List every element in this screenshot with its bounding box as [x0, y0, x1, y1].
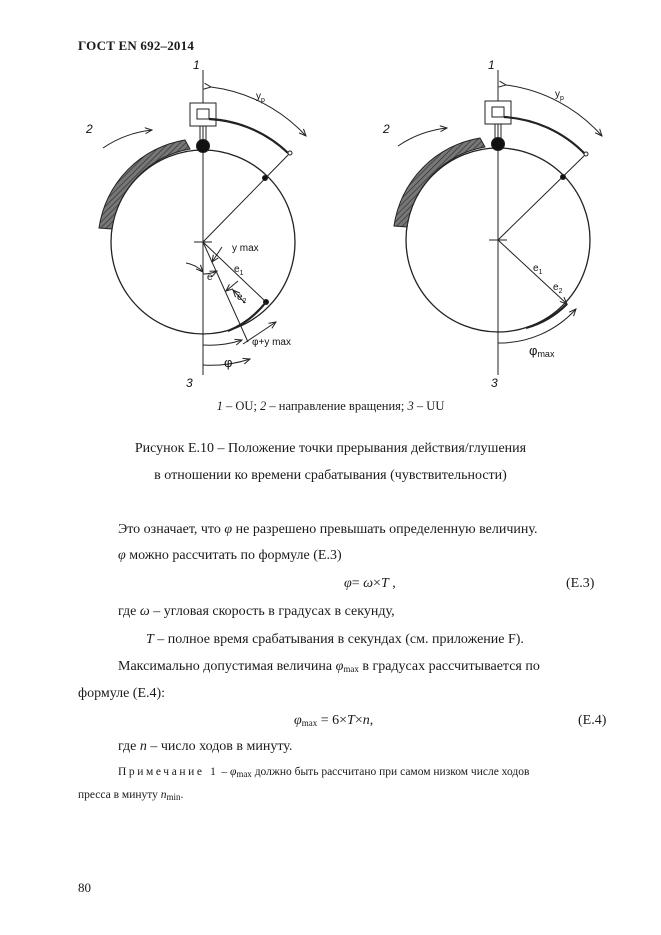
- right-diagram: [394, 70, 602, 375]
- paragraph-2: φ можно рассчитать по формуле (E.3): [118, 548, 342, 563]
- formula-e3: φ= ω×T ,: [344, 576, 396, 591]
- left-radius-upper: [203, 153, 290, 242]
- svg-text:e2: $e_2$: [553, 282, 563, 295]
- callout-1-right: 1: [488, 58, 495, 72]
- note-line2: пресса в минуту $n_{min}$.: [78, 789, 184, 802]
- svg-text:e1: $e_1$: [533, 263, 543, 276]
- svg-text:e2: $e_2$: [237, 292, 247, 305]
- document-header: ГОСТ EN 692–2014: [78, 38, 195, 53]
- right-rotation-arrow: [398, 128, 447, 146]
- callout-3-right: 3: [491, 376, 498, 390]
- svg-text:e1: $e_1$: [234, 264, 244, 277]
- def-n: где n – число ходов в минуту.: [118, 739, 293, 754]
- formula-e3-number: (E.3): [566, 576, 595, 591]
- formula-e4: $\varphi_{max} = 6\times T\times n$,: [294, 713, 374, 728]
- page-number: 80: [78, 880, 91, 895]
- callout-2-right: 2: [383, 122, 390, 136]
- left-labels: [85, 58, 291, 390]
- svg-text:φmax: φmax: [529, 343, 555, 359]
- right-contact-arc: [504, 117, 585, 154]
- label-phi-ymax: φ+y max: [252, 337, 291, 348]
- note-line1: Примечание $1 - \varphi_{max}$ должно быть рассчитано при самом низком числе ходов: [118, 766, 530, 779]
- paragraph-3-line2: формуле (E.4):: [78, 686, 166, 701]
- figure-caption-line2: в отношении ко времени срабатывания (чувствительности): [154, 468, 507, 483]
- formula-e4-number: (E.4): [578, 713, 607, 728]
- callout-1-left: 1: [193, 58, 200, 72]
- callout-3-left: 3: [186, 376, 193, 390]
- left-sensor-box: [190, 103, 216, 126]
- svg-text:yp: $y_p$: [256, 91, 265, 104]
- left-contact-arc: [209, 119, 288, 153]
- right-labels: [382, 58, 564, 390]
- left-contact-ball: [197, 140, 210, 153]
- label-ymax: y max: [232, 243, 259, 254]
- right-contact-ball: [492, 138, 505, 151]
- figure-caption-line1: Рисунок E.10 – Положение точки прерывания действия/глушения: [134, 441, 527, 456]
- right-phimax-arrow: [498, 309, 576, 343]
- figure-e10-diagram: [0, 0, 661, 400]
- right-sensor-box: [485, 101, 511, 124]
- figure-legend: 1 – OU; 2 – направление вращения; 3 – UU: [216, 399, 445, 413]
- right-radius-upper: [498, 154, 586, 240]
- left-contact-arc-lower: [228, 302, 266, 331]
- callout-2-left: 2: [86, 122, 93, 136]
- right-yp-arrow: [506, 85, 602, 136]
- left-rotation-arrow: [103, 130, 152, 148]
- svg-text:yp: $y_p$: [555, 89, 564, 102]
- def-omega: где ω – угловая скорость в градусах в секунду,: [118, 604, 395, 619]
- paragraph-1: Это означает, что φ не разрешено превышать определенную величину.: [118, 522, 538, 537]
- def-T: T – полное время срабатывания в секундах (см. приложение F).: [146, 632, 524, 647]
- left-phi-ymax-arrow: [203, 340, 242, 345]
- label-phi: φ: [224, 355, 233, 370]
- left-diagram: [99, 70, 306, 375]
- paragraph-3-line1: Максимально допустимая величина $\varphi_{max}$ в градусах рассчитывается по: [118, 659, 540, 674]
- label-e: e: [207, 272, 213, 283]
